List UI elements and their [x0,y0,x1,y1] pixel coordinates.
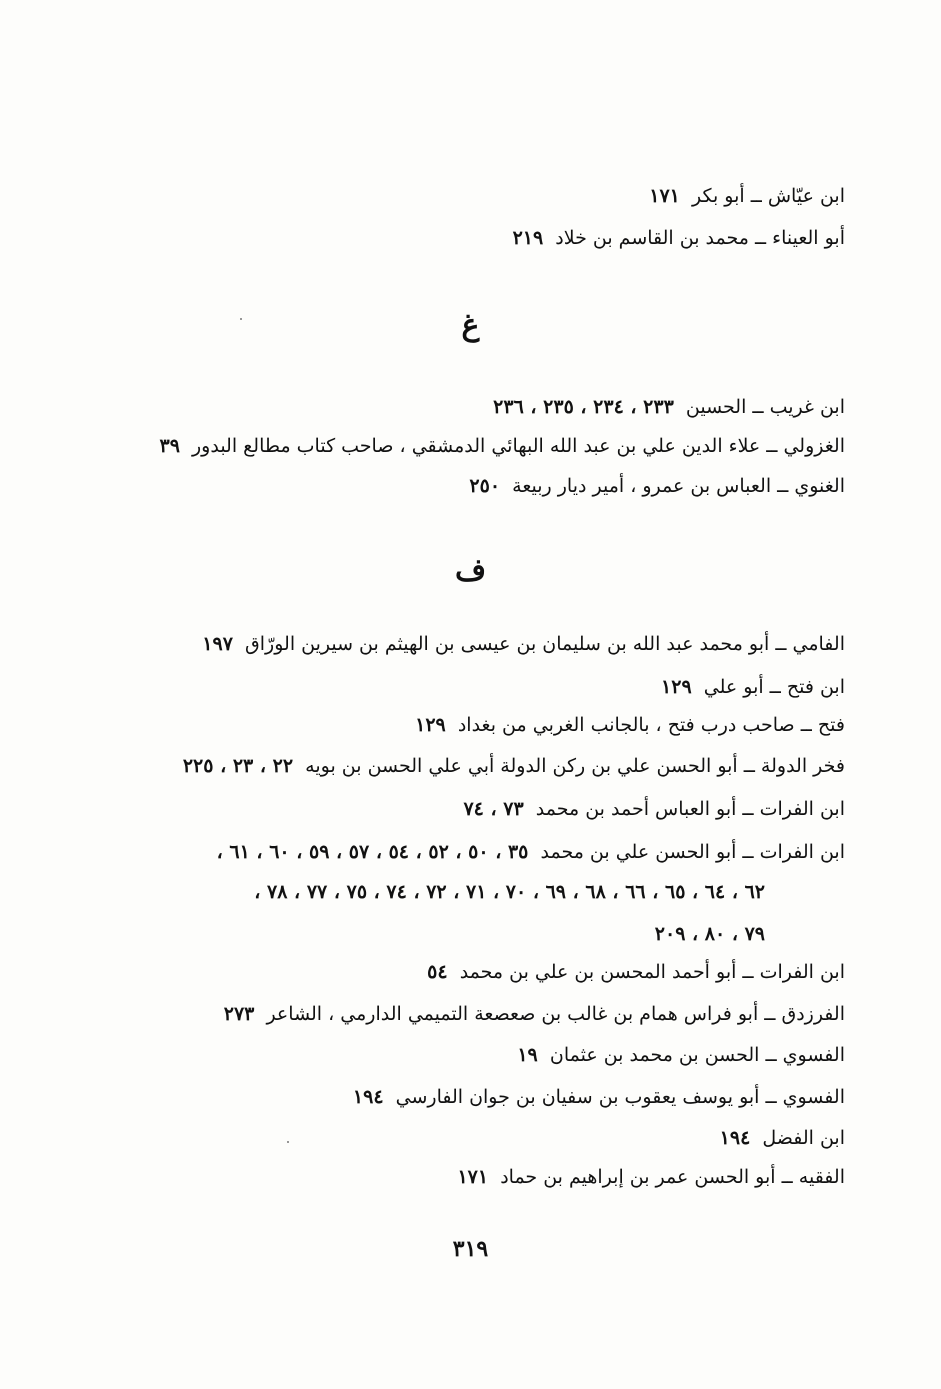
entry-name: الغنوي ــ العباس بن عمرو ، أمير ديار ربيعة [512,475,845,497]
entry-name: الفسوي ــ الحسن بن محمد بن عثمان [549,1044,845,1066]
index-entry [649,182,845,210]
entry-pages: ٢٧٣ [223,1003,255,1025]
entry-pages: ١٩٧ [202,633,233,655]
entry-name: ابن فتح ــ أبو علي [703,676,845,698]
section-letter-ghain: غ [461,308,480,343]
index-entry [415,711,845,739]
index-entry [513,224,845,252]
entry-pages: ١٩٤ [719,1127,751,1149]
entry-pages: ٢٣٣ ، ٢٣٤ ، ٢٣٥ ، ٢٣٦ [493,396,674,418]
entry-name: أبو العيناء ــ محمد بن القاسم بن خلاد [555,227,845,249]
entry-pages: ٣٩ [159,435,180,457]
index-entry [224,1000,845,1028]
entry-name: ابن الفضل [762,1127,845,1149]
page-number: ٣١٩ [452,1236,489,1262]
entry-name: الفرزدق ــ أبو فراس همام بن غالب بن صعصعة التميمي الدارمي ، الشاعر [266,1003,845,1025]
index-entry [469,472,845,500]
scan-speck [240,318,242,320]
entry-pages: ٥٤ [427,961,448,983]
entry-name: فتح ــ صاحب درب فتح ، بالجانب الغربي من بغداد [457,714,845,736]
index-entry [517,1041,845,1069]
index-entry [493,393,845,421]
entry-pages: ١٧١ [457,1166,489,1188]
index-entry [353,1083,845,1111]
entry-pages: ١٩ [517,1044,538,1066]
entry-pages: ٧٩ ، ٨٠ ، ٢٠٩ [654,923,765,945]
index-entry [427,958,845,986]
entry-pages: ٦٢ ، ٦٤ ، ٦٥ ، ٦٦ ، ٦٨ ، ٦٩ ، ٧٠ ، ٧١ ، ٧٢ ، ٧٤ ، ٧٥ ، ٧٧ ، ٧٨ ، [254,881,765,903]
entry-name: ابن غريب ــ الحسين [685,396,845,418]
entry-pages: ٢٢ ، ٢٣ ، ٢٢٥ [182,755,294,777]
entry-pages: ١٢٩ [415,714,446,736]
entry-name: الفقيه ــ أبو الحسن عمر بن إبراهيم بن حماد [500,1166,845,1188]
entry-pages: ١٧١ [649,185,680,207]
index-entry-continuation [254,878,765,906]
index-entry [661,673,845,701]
entry-name: ابن الفرات ــ أبو أحمد المحسن بن علي بن محمد [459,961,845,983]
index-entry [457,1163,845,1191]
entry-pages: ١٢٩ [661,676,692,698]
entry-pages: ٢١٩ [512,227,544,249]
scan-speck [287,1141,289,1143]
index-entry [463,795,845,823]
entry-name: ابن الفرات ــ أبو الحسن علي بن محمد [540,841,845,863]
entry-pages: ٣٥ ، ٥٠ ، ٥٢ ، ٥٤ ، ٥٧ ، ٥٩ ، ٦٠ ، ٦١ ، [216,841,529,863]
entry-name: الفسوي ــ أبو يوسف يعقوب بن سفيان بن جوان الفارسي [395,1086,845,1108]
index-entry [720,1124,845,1152]
entry-name: ابن عيّاش ــ أبو بكر [691,185,845,207]
index-entry [202,630,845,658]
section-letter-fa: ف [454,553,487,588]
entry-name: الفامي ــ أبو محمد عبد الله بن سليمان بن عيسى بن الهيثم بن سيرين الورّاق [245,633,845,655]
index-entry [217,838,845,866]
index-entry [159,432,845,460]
index-entry-continuation [655,920,765,948]
index-entry [183,752,845,780]
entry-pages: ٢٥٠ [469,475,501,497]
entry-name: ابن الفرات ــ أبو العباس أحمد بن محمد [535,798,845,820]
entry-pages: ٧٣ ، ٧٤ [463,798,524,820]
entry-pages: ١٩٤ [352,1086,384,1108]
entry-name: فخر الدولة ــ أبو الحسن علي بن ركن الدولة أبي علي الحسن بن بويه [305,755,845,777]
entry-name: الغزولي ــ علاء الدين علي بن عبد الله البهائي الدمشقي ، صاحب كتاب مطالع البدور [192,435,845,457]
